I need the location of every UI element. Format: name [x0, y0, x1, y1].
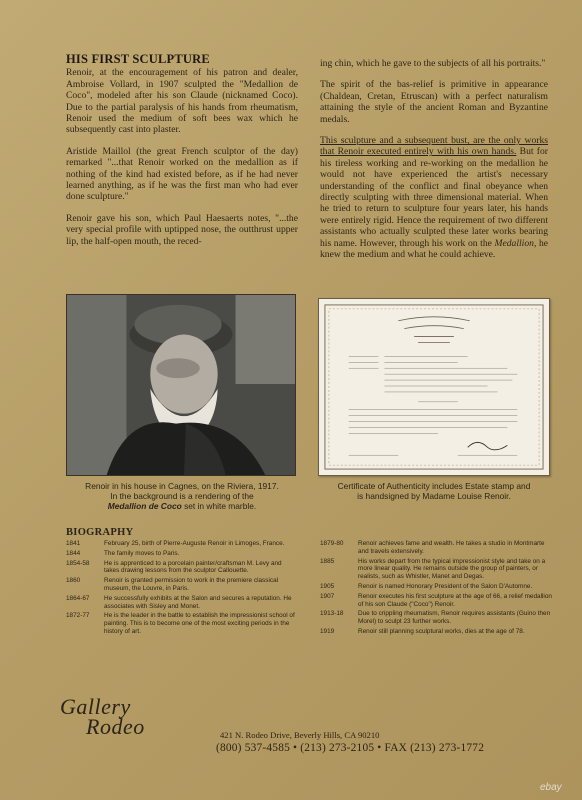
biography-event: Renoir still planning sculptural works, dies at the age of 78.	[358, 627, 525, 635]
ebay-watermark: ebay	[540, 782, 562, 793]
biography-year: 1905	[320, 582, 335, 590]
biography-row	[66, 612, 298, 637]
biography-row	[320, 558, 552, 583]
biography-event: He is apprenticed to a porcelain painter/craftsman M. Levy and takes drawing lessons from the sculptor Callouette.	[104, 559, 282, 575]
biography-year: 1913-18	[320, 610, 344, 618]
paragraph-text: But for his tireless working and re-working on the medallion he would not have experienced the artist's necessary understanding of the conflict and final obeyance when directly sculpting with three dimensional material. When he tried to return to sculpture four years later, his hands were entirely rigid. Hence the requirement of two different assistants who actually sculpted these later works bearing his name. However, through his work on the	[320, 146, 548, 249]
paragraph-text: , he knew the medium and what he could achieve.	[320, 237, 548, 261]
caption-line: Renoir in his house in Cagnes, on the Riviera, 1917.	[85, 481, 279, 491]
article-paragraph	[320, 135, 548, 260]
article-title: HIS FIRST SCULPTURE	[66, 52, 210, 66]
photo-caption	[66, 481, 298, 512]
article-paragraph: ing chin, which he gave to the subjects of all his portraits."	[320, 58, 546, 69]
biography-year: 1864-67	[66, 594, 90, 602]
article-paragraph: Renoir gave his son, which Paul Haesaerts notes, "...the very special profile with uptipped nose, the outthrust upper lip, the half-open mouth, the reced-	[66, 212, 298, 247]
biography-year: 1844	[66, 549, 81, 557]
logo-line: Gallery	[60, 694, 131, 719]
biography-year: 1860	[66, 577, 81, 585]
article-right-column	[320, 58, 548, 271]
caption-bold: Medallion de Coco	[107, 501, 182, 512]
biography-event: The family moves to Paris.	[104, 549, 180, 557]
caption-end: set in white marble.	[181, 501, 257, 512]
biography-year: 1885	[320, 557, 335, 565]
portrait-illustration	[67, 295, 295, 475]
biography-event: Renoir achieves fame and wealth. He takes a studio in Montmarte and travels extensively.	[358, 540, 545, 555]
biography-event: His works depart from the typical impressionist style and take on a more linear quality. He remains outside the group of painters, or realists, such as Whistler, Manet and Degas.	[358, 557, 546, 581]
biography-row	[66, 550, 298, 560]
biography-year: 1872-77	[66, 612, 90, 620]
biography-row	[66, 595, 298, 613]
biography-row	[320, 610, 552, 628]
biography-event: He is the leader in the battle to establish the impressionist school of painting. This is to become one of the most exciting periods in the history of art.	[104, 612, 295, 635]
biography-event: February 25, birth of Pierre-Auguste Renoir in Limoges, France.	[104, 540, 285, 547]
medallion-italic: Medallion	[494, 237, 534, 249]
biography-heading: BIOGRAPHY	[66, 527, 134, 538]
logo-line: Rodeo	[86, 714, 145, 739]
gallery-phone-numbers: (800) 537-4585 • (213) 273-2105 • FAX (213) 273-1772	[216, 742, 485, 754]
gallery-rodeo-logo	[56, 694, 176, 740]
biography-year: 1907	[320, 592, 335, 600]
biography-row	[320, 540, 552, 558]
certificate-illustration	[319, 299, 549, 475]
biography-right-table	[320, 540, 552, 638]
biography-year: 1879-80	[320, 540, 344, 547]
caption-line	[66, 501, 298, 511]
biography-row	[66, 540, 298, 550]
biography-event: Renoir is granted permission to work in the premiere classical museum, the Louvre, in Paris.	[104, 577, 279, 592]
caption-line: Certificate of Authenticity includes Estate stamp and	[337, 481, 531, 491]
article-paragraph: Renoir, at the encouragement of his patron and dealer, Ambroise Vollard, in 1907 sculpted the "Medallion de Coco", modeled after his son Claude (nicknamed Coco). Due to the partial paralysis of his hands from rheumatism, Renoir used the medium of soft bees wax which he subsequently cast into plaster.	[66, 67, 298, 136]
certificate-image	[318, 298, 550, 476]
renoir-portrait-photo	[66, 294, 296, 476]
article-left-column	[66, 54, 298, 257]
caption-line: In the background is a rendering of the	[110, 491, 254, 502]
certificate-caption	[318, 481, 550, 501]
biography-row	[320, 628, 552, 638]
biography-event: Due to crippling rheumatism, Renoir requires assistants (Guino then Morel) to sculpt 23 further works.	[358, 610, 551, 626]
gallery-address: 421 N. Rodeo Drive, Beverly Hills, CA 90210	[220, 730, 380, 740]
caption-line: is handsigned by Madame Louise Renoir.	[357, 491, 511, 502]
article-paragraph: Aristide Maillol (the great French sculptor of the day) remarked "...that Renoir worked on the medallion as if nothing of the kind had existed before, as if he had never learned anything, as if he was the first man who had ever done sculpture."	[66, 145, 298, 203]
article-paragraph: The spirit of the bas-relief is primitive in appearance (Chaldean, Cretan, Etruscan) with a perfect naturalism attaining the style of the ancient Roman and Byzantine medals.	[320, 79, 548, 125]
biography-row	[66, 560, 298, 578]
biography-event: He successfully exhibits at the Salon and secures a reputation. He associates with Sisley and Monet.	[104, 594, 292, 610]
biography-event: Renoir is named Honorary President of the Salon D'Automne.	[358, 582, 533, 590]
biography-left-table	[66, 540, 298, 638]
biography-row	[66, 577, 298, 595]
underlined-statement: This sculpture and a subsequent bust, are the only works that Renoir executed entirely with his own hands.	[320, 135, 548, 158]
biography-year: 1919	[320, 627, 335, 635]
biography-year: 1841	[66, 540, 81, 547]
biography-year: 1854-58	[66, 559, 90, 567]
biography-row	[320, 583, 552, 593]
biography-row	[320, 593, 552, 611]
biography-event: Renoir executes his first sculpture at the age of 66, a relief medallion of his son Claude ("Coco") Renoir.	[358, 592, 552, 608]
